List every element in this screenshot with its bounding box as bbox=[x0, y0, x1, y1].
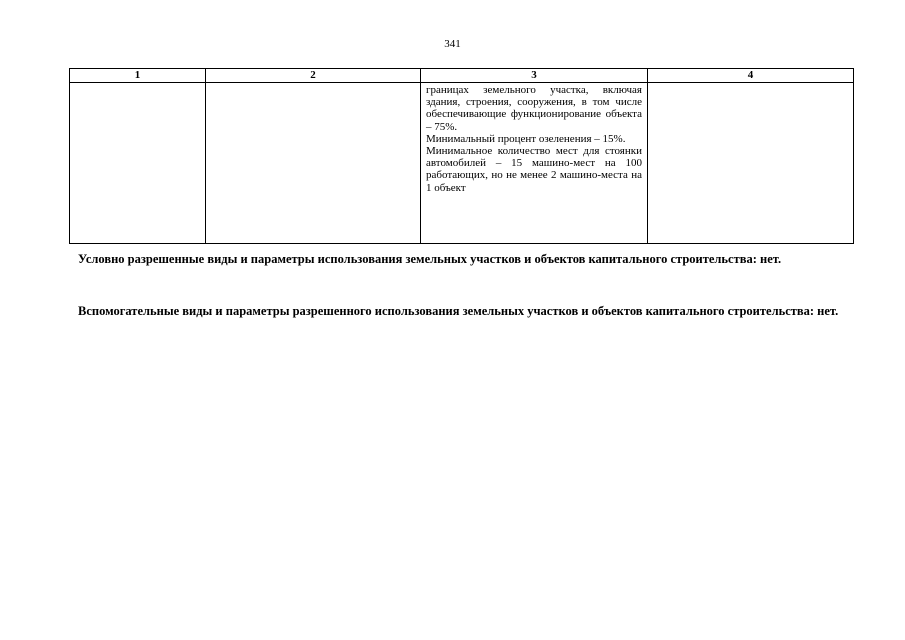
cell-paragraph-parking: Минимальное количество мест для стоянки автомобилей – 15 машино-мест на 100 работающих, но не менее 2 машино-места на 1 объект bbox=[426, 145, 642, 194]
column-header-4: 4 bbox=[648, 69, 854, 83]
table-header-row bbox=[70, 69, 854, 83]
table-cell-col2 bbox=[206, 83, 421, 244]
cell-paragraph-greenery: Минимальный процент озеленения – 15%. bbox=[426, 132, 626, 145]
column-header-2: 2 bbox=[206, 69, 421, 83]
table-cell-col1 bbox=[70, 83, 206, 244]
column-header-3: 3 bbox=[421, 69, 648, 83]
column-header-1: 1 bbox=[70, 69, 206, 83]
conditional-uses-paragraph: Условно разрешенные виды и параметры использования земельных участков и объектов капитального строительства: нет. bbox=[78, 252, 782, 266]
cell-paragraph-built-area: границах земельного участка, включая здания, строения, сооружения, в том числе обеспечивающие функционирование объекта – 75%. bbox=[426, 84, 642, 133]
page-number: 341 bbox=[444, 38, 461, 50]
regulations-table bbox=[69, 68, 854, 244]
auxiliary-uses-paragraph: Вспомогательные виды и параметры разрешенного использования земельных участков и объектов капитального строительства: нет. bbox=[78, 304, 839, 318]
table-cell-col4 bbox=[648, 83, 854, 244]
table-row bbox=[70, 83, 854, 244]
table-cell-col3 bbox=[421, 83, 648, 244]
